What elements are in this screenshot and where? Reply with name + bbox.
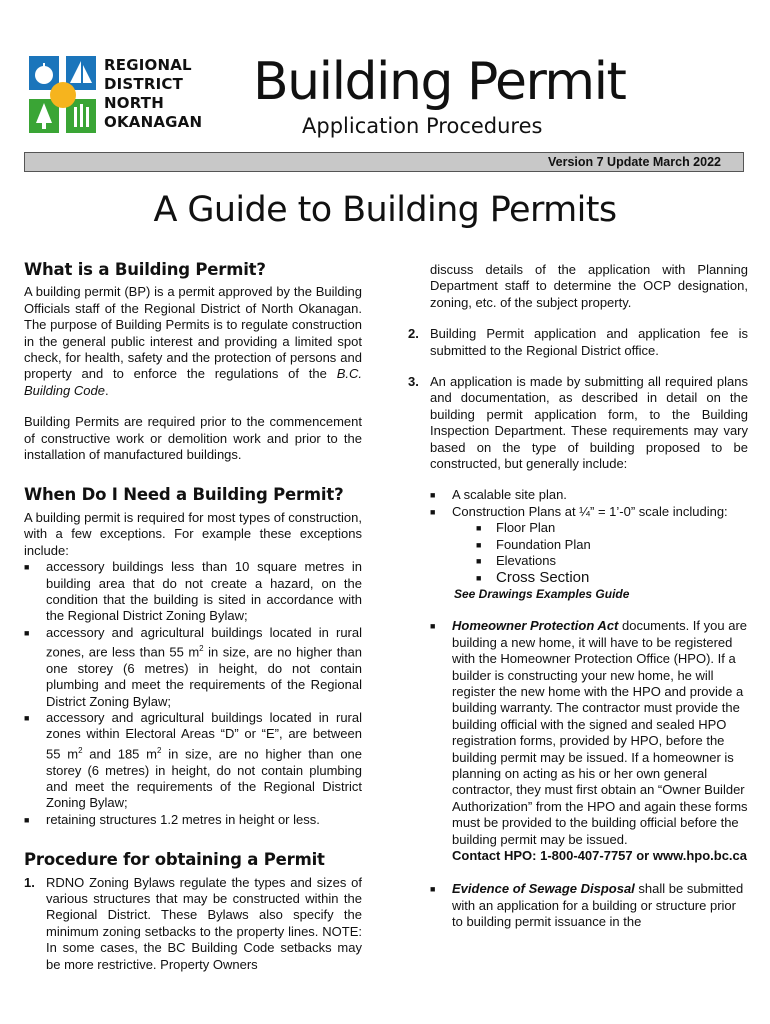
drawings-note: See Drawings Examples Guide	[454, 586, 630, 601]
version-label: Version 7 Update March 2022	[548, 155, 721, 169]
org-name-line: OKANAGAN	[104, 113, 203, 131]
requirement-item: ■ Construction Plans at ¼” = 1’-0” scale including:	[430, 503, 728, 519]
rdno-logo-graphic	[28, 55, 98, 135]
document-subtitle: Application Procedures	[302, 114, 543, 138]
section-heading-what: What is a Building Permit?	[24, 260, 266, 279]
org-name-line: REGIONAL	[104, 56, 192, 74]
bullet-icon: ■	[476, 523, 482, 534]
paragraph: A building permit is required for most types of construction, with a few exceptions. For example these exceptions include:	[24, 509, 362, 558]
list-item: ■ accessory and agricultural buildings located in rural zones, are less than 55 $m^2$ in size, are no higher than one storey (6 metres) in height, do not contain plumbing and meet the requirements of the Regional District Zoning Bylaw;	[24, 624, 362, 709]
bullet-icon: ■	[476, 556, 482, 567]
bullet-icon: ■	[24, 814, 30, 825]
bullet-icon: ■	[476, 572, 482, 583]
hpo-contact: Contact HPO: 1-800-407-7757 or www.hpo.bc.ca	[452, 848, 747, 863]
section-heading-when: When Do I Need a Building Permit?	[24, 485, 344, 505]
bullet-icon: ■	[430, 621, 436, 632]
wheat-icon	[74, 107, 77, 127]
list-item: ■ accessory buildings less than 10 square metres in building area that do not create a hazard, on the condition that the building is sited in accordance with the Regional District Zoning Bylaw;	[24, 559, 362, 624]
bullet-icon: ■	[430, 506, 436, 517]
right-column	[408, 262, 748, 931]
hpo-item: ■ Homeowner Protection Act documents. If you are building a new home, it will have to be registered with the Homeowner Protection Office (HPO). If a builder is constructing your new home, he will register the new home with the HPO and provide a building warranty. The contractor must provide the building official with the signed and sealed HPO registration forms, provided by HPO, before the building permit may be issued. If a homeowner is planning on acting as his or her own general contractor, they must first obtain an “Owner Builder Authorization” from the HPO and again these forms must be provided to the building official before the building permit may be issued.	[430, 618, 748, 847]
procedure-step: 3. An application is made by submitting all required plans and documentation, as described in detail on the building permit application form, to the Building Inspection Department. These requirements may vary based on the type of building proposed to be constructed, but generally include:	[408, 374, 748, 472]
plan-item: ■ Foundation Plan	[476, 536, 591, 552]
apple-icon	[35, 66, 53, 84]
version-bar	[24, 152, 744, 172]
section-heading-procedure: Procedure for obtaining a Permit	[24, 850, 325, 870]
bullet-icon: ■	[24, 627, 30, 638]
procedure-step: 2. Building Permit application and application fee is submitted to the Regional District office.	[408, 326, 748, 358]
plan-item: ■ Elevations	[476, 553, 556, 569]
bullet-icon: ■	[476, 539, 482, 550]
org-name-line: NORTH	[104, 94, 164, 112]
org-name-line: DISTRICT	[104, 75, 184, 93]
sewage-item: ■ Evidence of Sewage Disposal shall be submitted with an application for a building or structure prior to building permit issuance in the	[430, 881, 744, 930]
list-item: ■ accessory and agricultural buildings located in rural zones within Electoral Areas “D” or “E”, are between 55 $m^2$ and 185 $m^2$ in size, are no higher than one storey (6 metres) in height, do not contain plumbing and meet the requirements of the Regional District Zoning Bylaw;	[24, 710, 363, 811]
requirement-item: ■ A scalable site plan.	[430, 487, 567, 503]
org-name	[104, 56, 202, 132]
left-column	[24, 262, 362, 973]
paragraph: Building Permits are required prior to the commencement of constructive work or demolition work and prior to the installation of manufactured buildings.	[24, 414, 362, 463]
bullet-icon: ■	[24, 713, 30, 724]
rdno-logo	[28, 55, 98, 135]
plan-item: ■ Floor Plan	[476, 520, 556, 536]
paragraph: A building permit (BP) is a permit approved by the Building Officials staff of the Regional District of North Okanagan. The purpose of Building Permits is to regulate construction in the general public interest and providing a limited spot check, for health, safety and the protection of persons and property and to enforce the regulations of the B.C. Building Code.	[24, 284, 362, 398]
list-item: ■ retaining structures 1.2 metres in height or less.	[24, 811, 320, 827]
bullet-icon: ■	[24, 562, 30, 573]
document-title: Building Permit	[253, 52, 626, 112]
plan-item: ■ Cross Section	[476, 568, 590, 586]
bullet-icon: ■	[430, 884, 436, 895]
bullet-icon: ■	[430, 490, 436, 501]
procedure-step-continued: discuss details of the application with Planning Department staff to determine the OCP designation, zoning, etc. of the subject property.	[430, 262, 748, 310]
sun-icon	[50, 82, 76, 108]
procedure-step: 1. RDNO Zoning Bylaws regulate the types and sizes of various structures that may be constructed within the Regional District. These Bylaws also specify the minimum zoning setbacks to the property lines. NOTE: In some cases, the BC Building Code setbacks may be more restrictive. Property Owners	[24, 874, 362, 972]
guide-title: A Guide to Building Permits	[153, 190, 617, 230]
